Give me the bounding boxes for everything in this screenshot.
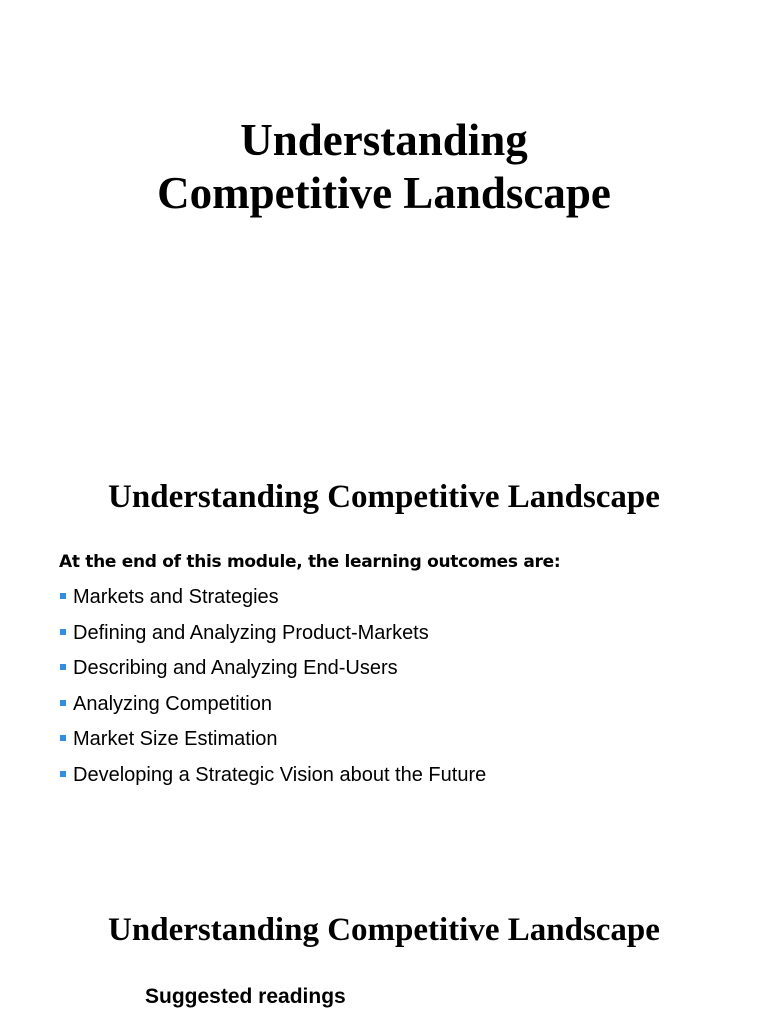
list-item (59, 727, 486, 763)
square-bullet-icon (60, 664, 66, 670)
list-item (59, 621, 486, 657)
list-item-text: Describing and Analyzing End-Users (73, 657, 398, 679)
list-item-text: Market Size Estimation (73, 728, 278, 750)
square-bullet-icon (60, 629, 66, 635)
square-bullet-icon (60, 700, 66, 706)
outcomes-list (59, 585, 486, 798)
list-item-text: Defining and Analyzing Product-Markets (73, 621, 429, 644)
square-bullet-icon (60, 593, 66, 599)
learning-outcomes-slide (0, 434, 768, 868)
slide-title: Understanding Competitive Landscape (108, 479, 660, 515)
list-item-text: Markets and Strategies (73, 586, 279, 608)
list-item (59, 656, 486, 692)
list-item (59, 763, 486, 799)
list-item-text: Developing a Strategic Vision about the Future (73, 763, 487, 786)
list-item (59, 585, 486, 621)
list-item-text: Analyzing Competition (73, 692, 272, 715)
title-slide (0, 0, 768, 434)
outcomes-intro: At the end of this module, the learning outcomes are: (59, 552, 561, 572)
list-item (59, 692, 486, 728)
square-bullet-icon (60, 771, 66, 777)
suggested-readings-slide (0, 868, 768, 1024)
square-bullet-icon (60, 735, 66, 741)
slide-title: Understanding Competitive Landscape (108, 912, 660, 948)
slide-title (0, 114, 768, 220)
title-line-2: Competitive Landscape (157, 168, 611, 218)
title-line-1: Understanding (240, 115, 528, 165)
suggested-readings-heading: Suggested readings (145, 985, 346, 1008)
